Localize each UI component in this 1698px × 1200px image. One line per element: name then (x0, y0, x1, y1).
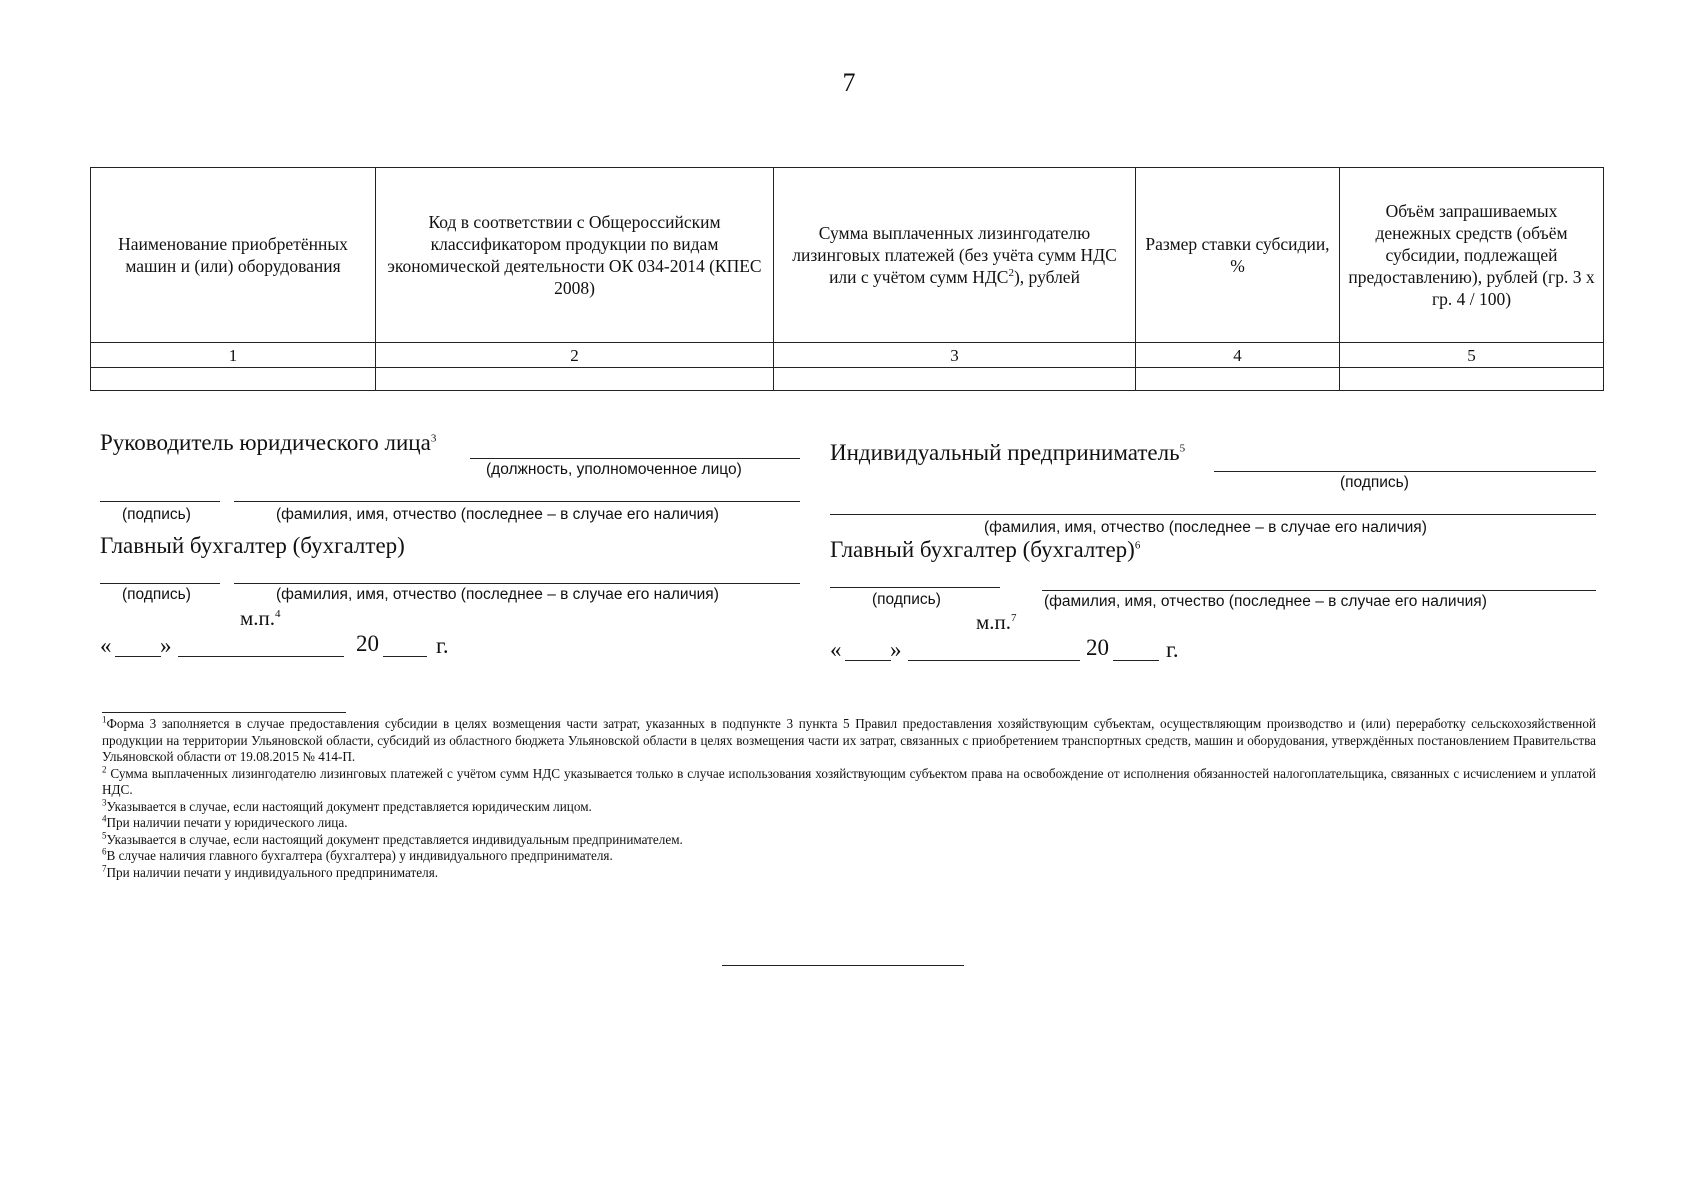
subsidy-form-table (90, 167, 1604, 391)
empty-cell (1136, 368, 1340, 391)
signature-line (100, 501, 220, 502)
document-end-line (722, 965, 964, 966)
footnote-5: $^5$Указывается в случае, если настоящий документ представляется индивидуальным предпринимателем. (102, 830, 683, 847)
entrepreneur-fio-caption: (фамилия, имя, отчество (последнее – в случае его наличия) (984, 519, 1427, 536)
footnote-separator (102, 712, 346, 713)
page-number: 7 (842, 68, 856, 97)
ip-year-suffix: г. (1166, 637, 1179, 662)
ip-accountant-signature-line (830, 587, 1000, 588)
column-number-1: 1 (91, 343, 376, 368)
fio-line (234, 501, 800, 502)
empty-cell (91, 368, 376, 391)
accountant-fio-line (234, 583, 800, 584)
ip-year-line (1113, 660, 1159, 661)
fio-caption: (фамилия, имя, отчество (последнее – в случае его наличия) (276, 506, 719, 523)
ip-stamp-place: м.п.$^7$ (976, 610, 1017, 634)
header-cell-5: Объём запрашиваемых денежных средств (объём субсидии, подлежащей предоставлению), рублей (гр. 3 х гр. 4 / 100) (1340, 168, 1604, 343)
footnotes (102, 716, 1596, 881)
footnote-6: $^6$В случае наличия главного бухгалтера (бухгалтера) у индивидуального предпринимателя. (102, 846, 613, 863)
column-number-3: 3 (774, 343, 1136, 368)
position-caption: (должность, уполномоченное лицо) (486, 461, 742, 478)
day-line (115, 656, 161, 657)
ip-day-line (845, 660, 891, 661)
footnote-1: $^1$Форма 3 заполняется в случае предоставления субсидии в целях возмещения части затрат, указанных в подпункте 3 пункта 5 Правил предоставления хозяйствующим субъектам, осуществляющим производство и (или) переработку сельскохозяйственной продукции на территории Ульяновской области, субсидий из областного бюджета Ульяновской области в целях возмещения части их затрат, связанных с приобретением транспортных средств, машин и оборудования, утверждённых постановлением Правительства Ульяновской области от 19.08.2015 № 414-П. (102, 714, 1596, 764)
accountant-signature-caption: (подпись) (122, 586, 191, 603)
table-row (91, 368, 1604, 391)
month-line (178, 656, 344, 657)
year-prefix: 20 (356, 631, 379, 656)
entrepreneur-signature-line (1214, 471, 1596, 472)
date-open-quote: « (100, 633, 112, 658)
chief-accountant-label: Главный бухгалтер (бухгалтер) (100, 533, 405, 558)
ip-accountant-fio-line (1042, 590, 1596, 591)
ip-date-close-quote: » (890, 637, 902, 662)
footnote-4: $^4$При наличии печати у юридического лица. (102, 813, 348, 830)
stamp-place: м.п.$^4$ (240, 606, 281, 630)
header-cell-2: Код в соответствии с Общероссийским классификатором продукции по видам экономической деятельности ОК 034-2014 (КПЕС 2008) (376, 168, 774, 343)
header-cell-4: Размер ставки субсидии, % (1136, 168, 1340, 343)
ip-chief-accountant-label: Главный бухгалтер (бухгалтер)$^6$ (830, 537, 1141, 562)
footnote-3: $^3$Указывается в случае, если настоящий документ представляется юридическим лицом. (102, 797, 592, 814)
year-line (383, 656, 427, 657)
position-line (470, 458, 800, 459)
footnote-2: $^2$ Сумма выплаченных лизингодателю лизинговых платежей с учётом сумм НДС указывается только в случае использования хозяйствующим субъектом права на освобождение от исполнения обязанностей налогоплательщика, связанных с исчислением и уплатой НДС. (102, 764, 1596, 797)
head-of-legal-entity-label: Руководитель юридического лица$^3$ (100, 430, 437, 455)
column-number-5: 5 (1340, 343, 1604, 368)
column-number-row (91, 343, 1604, 368)
ip-accountant-signature-caption: (подпись) (872, 591, 941, 608)
year-suffix: г. (436, 633, 449, 658)
table-header-row (91, 168, 1604, 343)
entrepreneur-fio-line (830, 514, 1596, 515)
empty-cell (774, 368, 1136, 391)
ip-year-prefix: 20 (1086, 635, 1109, 660)
empty-cell (1340, 368, 1604, 391)
column-number-4: 4 (1136, 343, 1340, 368)
header-cell-1: Наименование приобретённых машин и (или) оборудования (91, 168, 376, 343)
ip-accountant-fio-caption: (фамилия, имя, отчество (последнее – в случае его наличия) (1044, 593, 1487, 610)
entrepreneur-label: Индивидуальный предприниматель$^5$ (830, 440, 1186, 465)
date-close-quote: » (160, 633, 172, 658)
footnote-7: $^7$При наличии печати у индивидуального предпринимателя. (102, 863, 439, 880)
accountant-fio-caption: (фамилия, имя, отчество (последнее – в случае его наличия) (276, 586, 719, 603)
signature-caption: (подпись) (122, 506, 191, 523)
column-number-2: 2 (376, 343, 774, 368)
ip-date-open-quote: « (830, 637, 842, 662)
header-cell-3: Сумма выплаченных лизингодателю лизинговых платежей (без учёта сумм НДС или с учётом сумм НДС$^2$), рублей (774, 168, 1136, 343)
accountant-signature-line (100, 583, 220, 584)
empty-cell (376, 368, 774, 391)
ip-month-line (908, 660, 1080, 661)
entrepreneur-signature-caption: (подпись) (1340, 474, 1409, 491)
